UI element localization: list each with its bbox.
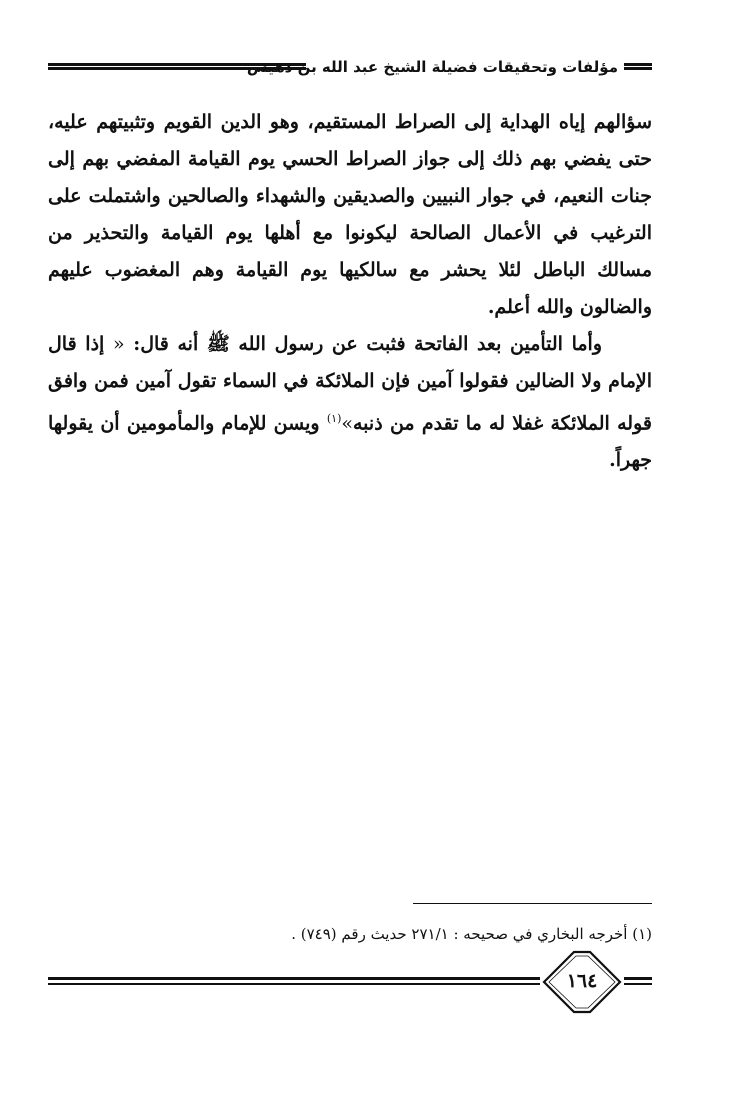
footnote: (١) أخرجه البخاري في صحيحه : ٢٧١/١ حديث رقم (٧٤٩) .	[291, 925, 652, 943]
running-header	[48, 54, 652, 80]
footnote-separator	[413, 903, 652, 904]
quote-open-mark: «	[112, 333, 125, 355]
main-text	[48, 104, 652, 479]
footer-rule-left	[48, 977, 540, 985]
paragraph-1: سؤالهم إياه الهداية إلى الصراط المستقيم، وهو الدين القويم وتثبيتهم عليه، حتى يفضي بهم ذلك إلى جواز الصراط الحسي يوم القيامة المفضي بهم إلى جنات النعيم، في جوار النبيين والصديقين والشهداء والصالحين واشتملت على الترغيب في الأعمال الصالحة ليكونوا مع أهلها يوم القيامة والتحذير من مسالك الباطل لئلا يحشر مع سالكيها يوم القيامة وهم المغضوب عليهم والضالون والله أعلم.	[48, 111, 652, 318]
hadith-quote: إذا قال الإمام ولا الضالين فقولوا آمين فإن الملائكة في السماء تقول آمين فمن وافق قوله الملائكة غفلا له ما تقدم من ذنبه	[48, 333, 652, 435]
quote-close-mark: »	[341, 412, 353, 435]
paragraph-2-end: ويسن للإمام والمأمومين أن يقولها جهراً.	[48, 412, 652, 472]
page-footer	[48, 950, 652, 1014]
page-number: ١٦٤	[566, 970, 598, 992]
header-rule-right	[624, 63, 652, 70]
paragraph-2-intro: وأما التأمين بعد الفاتحة فثبت عن رسول الله ﷺ أنه قال:	[133, 333, 602, 355]
footnote-marker: (١)	[326, 412, 342, 425]
footer-rule-right	[624, 977, 652, 985]
paragraph-2	[48, 326, 652, 479]
header-title: مؤلفات وتحقيقات فضيلة الشيخ عبد الله بن دهيش	[246, 58, 618, 76]
